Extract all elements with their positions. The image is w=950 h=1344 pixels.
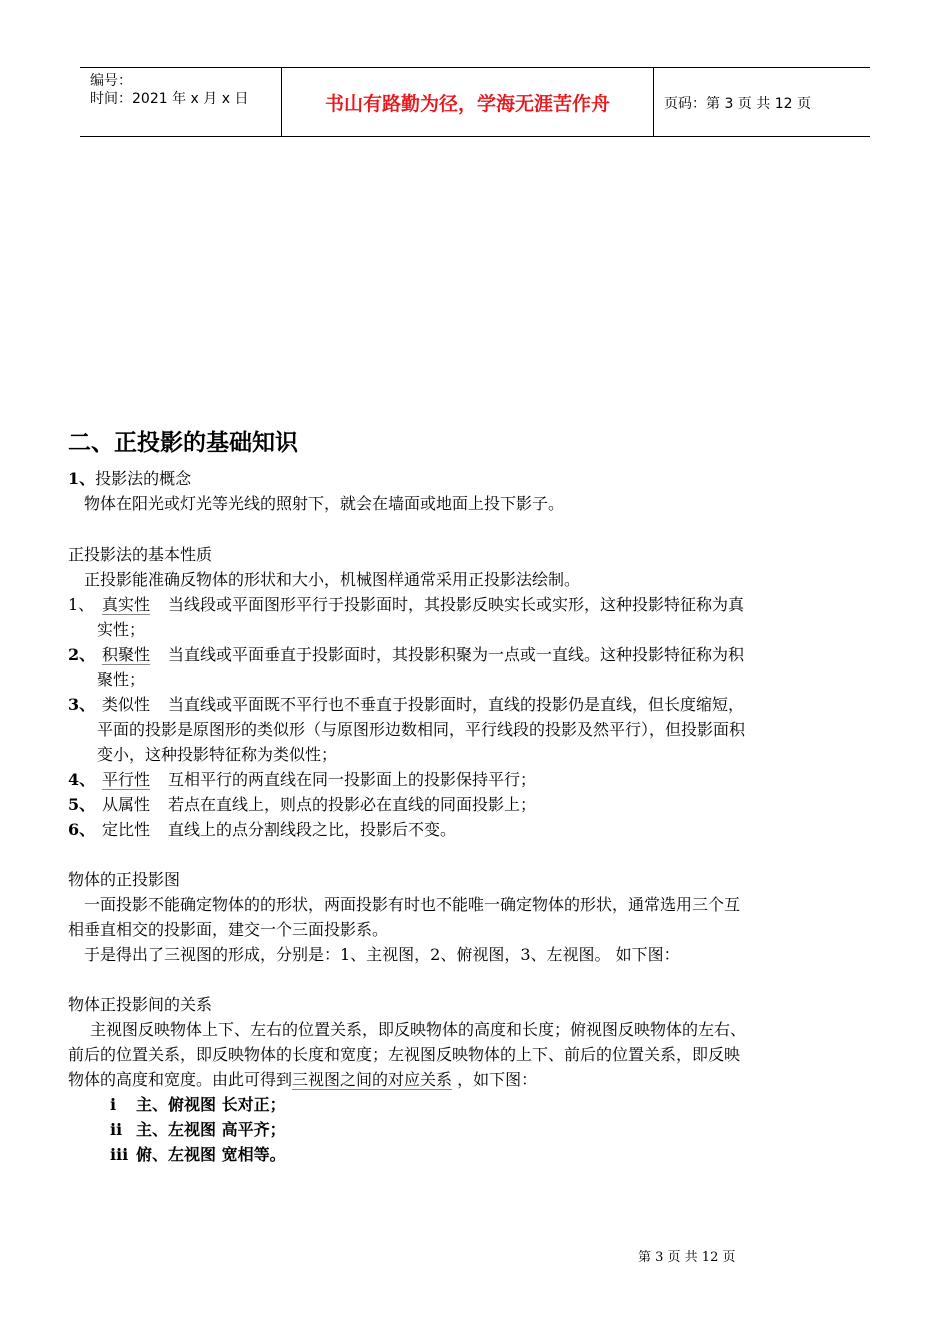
number-label: 编号： xyxy=(90,73,132,89)
relation-text: 主、左视图 高平齐； xyxy=(136,1120,286,1139)
relation-num: ⅲ xyxy=(110,1145,129,1164)
time-label: 时间：2021 年 x 月 x 日 xyxy=(90,91,249,107)
relations-heading: 物体正投影间的关系 xyxy=(68,995,213,1014)
property-item xyxy=(68,593,744,617)
property-desc: 互相平行的两直线在同一投影面上的投影保持平行； xyxy=(168,770,537,789)
properties-heading: 正投影法的基本性质 xyxy=(68,545,213,564)
property-item xyxy=(68,768,536,792)
property-num: 5、 xyxy=(68,795,96,814)
property-term: 平行性 xyxy=(102,770,151,789)
relation-num: ⅱ xyxy=(110,1120,123,1139)
relations-link-text: 三视图之间的对应关系 xyxy=(292,1070,453,1089)
property-term: 从属性 xyxy=(102,795,151,814)
relation-list-item xyxy=(110,1093,286,1117)
relation-text: 主、俯视图 长对正； xyxy=(136,1095,286,1114)
page-footer: 第 3 页 共 12 页 xyxy=(638,1250,736,1265)
header-motto-cell xyxy=(282,68,654,136)
page-header xyxy=(80,67,870,137)
property-desc-cont: 平面的投影是原图形的类似形（与原图形边数相同，平行线段的投影及然平行），但投影面积 xyxy=(97,720,746,739)
motto: 书山有路勤为径，学海无涯苦作舟 xyxy=(324,93,610,115)
relation-list-item xyxy=(110,1118,286,1142)
concept-heading-num: 1、 xyxy=(68,469,96,488)
header-page-cell xyxy=(654,68,870,136)
views-para-line: 一面投影不能确定物体的的形状，两面投影有时也不能唯一确定物体的形状，通常选用三个互 xyxy=(84,895,741,914)
property-desc: 当线段或平面图形平行于投影面时，其投影反映实长或实形，这种投影特征称为真 xyxy=(168,595,745,614)
property-term: 积聚性 xyxy=(102,645,151,664)
concept-heading xyxy=(68,467,191,491)
relation-num: ⅰ xyxy=(110,1095,117,1114)
views-para-line: 相垂直相交的投影面，建交一个三面投影系。 xyxy=(68,920,389,939)
property-desc-cont: 变小，这种投影特征称为类似性； xyxy=(97,745,338,764)
relations-text: 物体的高度和宽度。由此可得到 xyxy=(68,1070,293,1089)
property-num: 4、 xyxy=(68,770,96,789)
property-desc: 若点在直线上，则点的投影必在直线的同面投影上； xyxy=(168,795,537,814)
relations-text: ，如下图： xyxy=(452,1070,538,1089)
property-item xyxy=(68,818,456,842)
relations-para-line: 主视图反映物体上下、左右的位置关系，即反映物体的高度和长度；俯视图反映物体的左右、 xyxy=(90,1020,747,1039)
page-info: 页码：第 3 页 共 12 页 xyxy=(664,96,811,112)
property-num: 1、 xyxy=(68,595,95,614)
property-desc-cont: 聚性； xyxy=(97,670,146,689)
property-item xyxy=(68,643,744,667)
views-heading: 物体的正投影图 xyxy=(68,870,181,889)
relation-text: 俯、左视图 宽相等。 xyxy=(136,1145,286,1164)
property-num: 6、 xyxy=(68,820,96,839)
relations-para-line xyxy=(68,1068,537,1092)
header-meta-cell xyxy=(80,68,282,136)
relation-list-item xyxy=(110,1143,286,1167)
views-para-line: 于是得出了三视图的形成，分别是：1、主视图，2、俯视图，3、左视图。 如下图： xyxy=(84,945,680,964)
relations-para-line: 前后的位置关系，即反映物体的长度和宽度；左视图反映物体的上下、前后的位置关系，即反映 xyxy=(68,1045,741,1064)
property-num: 2、 xyxy=(68,645,96,664)
property-desc: 直线上的点分割线段之比，投影后不变。 xyxy=(168,820,457,839)
property-desc: 当直线或平面既不平行也不垂直于投影面时，直线的投影仍是直线，但长度缩短， xyxy=(168,695,745,714)
property-num: 3、 xyxy=(68,695,96,714)
property-desc-cont: 实性； xyxy=(97,620,146,639)
property-term: 真实性 xyxy=(102,595,151,614)
concept-heading-text: 投影法的概念 xyxy=(95,469,192,488)
section-title: 二、正投影的基础知识 xyxy=(68,430,298,456)
property-desc: 当直线或平面垂直于投影面时，其投影积聚为一点或一直线。这种投影特征称为积 xyxy=(168,645,745,664)
property-term: 定比性 xyxy=(102,820,151,839)
properties-intro: 正投影能准确反物体的形状和大小，机械图样通常采用正投影法绘制。 xyxy=(84,570,581,589)
property-item xyxy=(68,793,536,817)
property-term: 类似性 xyxy=(102,695,151,714)
property-item xyxy=(68,693,744,717)
concept-paragraph: 物体在阳光或灯光等光线的照射下，就会在墙面或地面上投下影子。 xyxy=(84,494,565,513)
